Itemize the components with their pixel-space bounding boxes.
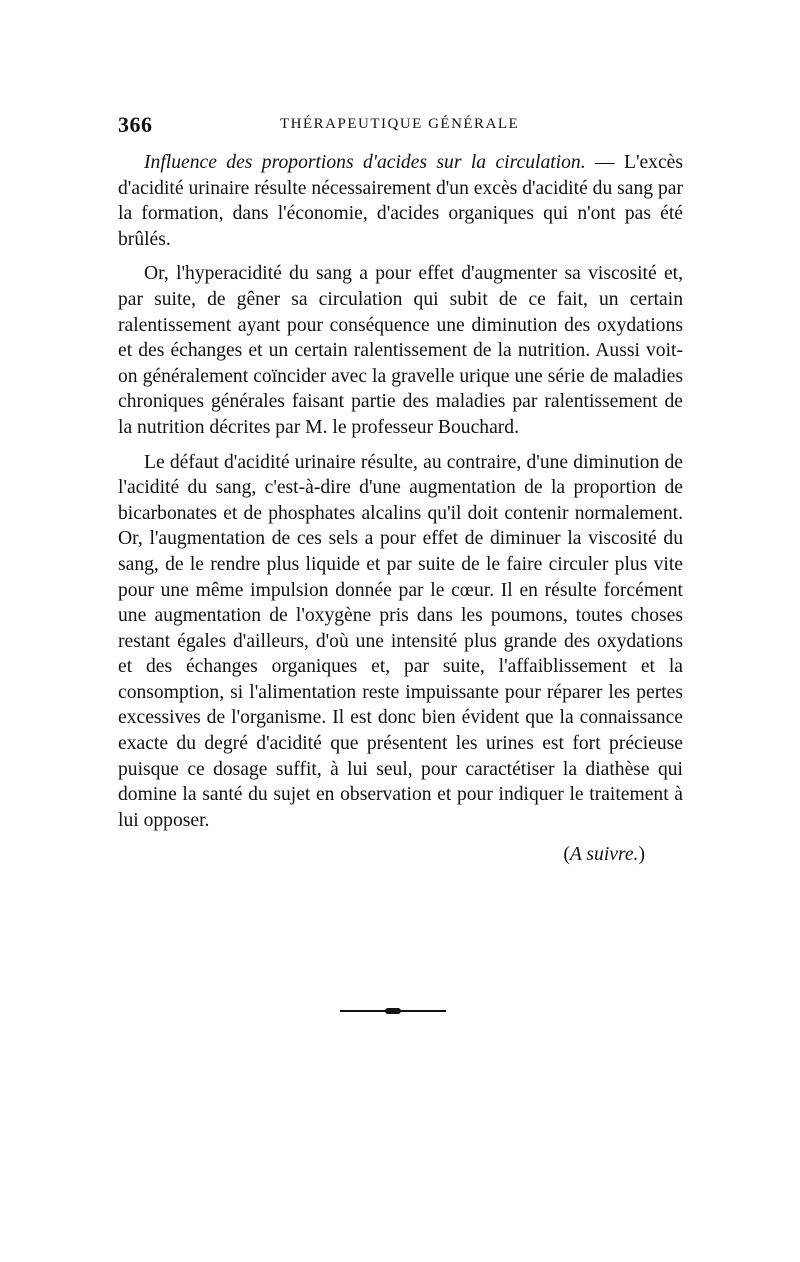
continued-open-paren: ( bbox=[563, 844, 570, 866]
running-title: THÉRAPEUTIQUE GÉNÉRALE bbox=[280, 116, 520, 132]
running-head bbox=[118, 112, 683, 142]
page-number: 366 bbox=[118, 112, 153, 137]
paragraph-1-text: — L'excès d'acidité urinaire résulte nécessairement d'un excès d'acidité du sang par la formation, dans l'économie, d'acides organiques qui n'ont pas été brûlés. bbox=[118, 152, 683, 250]
paragraph-1 bbox=[118, 150, 683, 252]
end-ornament-rule bbox=[340, 1007, 446, 1015]
to-be-continued bbox=[118, 842, 683, 868]
continued-close-paren: ) bbox=[638, 844, 645, 866]
paragraph-2: Or, l'hyperacidité du sang a pour effet d'augmenter sa viscosité et, par suite, de gêner sa circulation qui subit de ce fait, un certain ralentissement ayant pour conséquence une diminution des oxydations et des échanges et un certain ralentissement de la nutrition. Aussi voit-on généralement coïncider avec la gravelle urique une série de maladies chroniques générales faisant partie des maladies par ralentissement de la nutrition décrites par M. le professeur Bouchard. bbox=[118, 263, 683, 438]
continued-label: A suivre. bbox=[569, 844, 639, 866]
body-text bbox=[118, 150, 683, 868]
section-title: Influence des proportions d'acides sur la circulation. bbox=[144, 152, 586, 173]
ornament-dot-icon bbox=[385, 1008, 401, 1014]
paragraph-3: Le défaut d'acidité urinaire résulte, au contraire, d'une diminution de l'acidité du sang, c'est-à-dire d'une augmentation de la proportion de bicarbonates et de phosphates alcalins qu'il doit contenir normalement. Or, l'augmentation de ces sels a pour effet de diminuer la viscosité du sang, de le rendre plus liquide et par suite de le faire circuler plus vite pour une même impulsion donnée par le cœur. Il en résulte forcément une augmentation de l'oxygène pris dans les poumons, toutes choses restant égales d'ailleurs, d'où une intensité plus grande des oxydations et des échanges organiques et, par suite, l'affaiblissement et la consomption, si l'alimentation reste impuissante pour réparer les pertes excessives de l'organisme. Il est donc bien évident que la connaissance exacte du degré d'acidité que présentent les urines est fort précieuse puisque ce dosage suffit, à lui seul, pour caractétiser la diathèse qui domine la santé du sujet en observation et pour indiquer le traitement à lui opposer. bbox=[118, 451, 683, 831]
